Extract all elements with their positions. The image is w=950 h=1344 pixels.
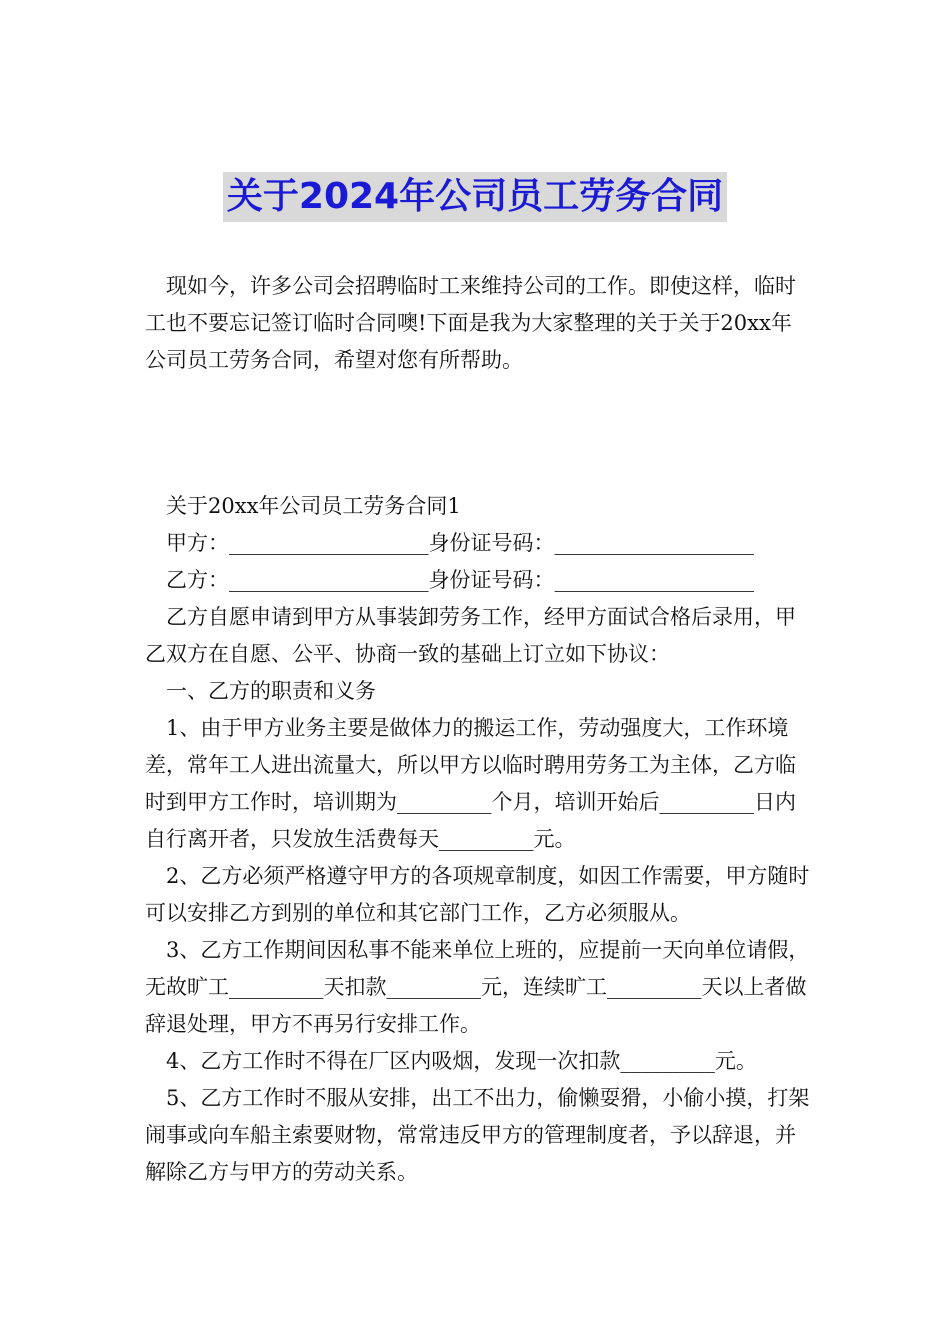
clause-2: 2、乙方必须严格遵守甲方的各项规章制度，如因工作需要，甲方随时可以安排乙方到别的单位和其它部门工作，乙方必须服从。	[145, 864, 810, 925]
clause-3: 3、乙方工作期间因私事不能来单位上班的，应提前一天向单位请假，无故旷工_________天扣款_________元，连续旷工_________天以上者做辞退处理，甲方不再另行安排工作。	[145, 938, 810, 1036]
contract-body	[145, 488, 810, 1191]
party-a-line: 甲方：___________________身份证号码：___________________	[166, 531, 754, 555]
intro-paragraph-block	[145, 268, 810, 379]
section-heading-1: 一、乙方的职责和义务	[166, 679, 376, 703]
document-title: 关于2024年公司员工劳务合同	[223, 172, 727, 222]
contract-preamble: 乙方自愿申请到甲方从事装卸劳务工作，经甲方面试合格后录用，甲乙双方在自愿、公平、协商一致的基础上订立如下协议：	[145, 605, 796, 666]
contract-heading: 关于20xx年公司员工劳务合同1	[166, 494, 461, 518]
party-b-line: 乙方：___________________身份证号码：___________________	[166, 568, 754, 592]
clause-4: 4、乙方工作时不得在厂区内吸烟，发现一次扣款_________元。	[166, 1049, 757, 1073]
intro-paragraph: 现如今，许多公司会招聘临时工来维持公司的工作。即使这样，临时工也不要忘记签订临时合同噢!下面是我为大家整理的关于关于20xx年公司员工劳务合同，希望对您有所帮助。	[145, 274, 796, 372]
clause-1: 1、由于甲方业务主要是做体力的搬运工作，劳动强度大，工作环境差，常年工人进出流量大，所以甲方以临时聘用劳务工为主体，乙方临时到甲方工作时，培训期为_________个月，培训开始后_________日内自行离开者，只发放生活费每天_________元。	[145, 716, 796, 851]
title-container	[0, 172, 950, 222]
clause-5: 5、乙方工作时不服从安排，出工不出力，偷懒耍猾，小偷小摸，打架闹事或向车船主索要财物，常常违反甲方的管理制度者，予以辞退，并解除乙方与甲方的劳动关系。	[145, 1086, 810, 1184]
